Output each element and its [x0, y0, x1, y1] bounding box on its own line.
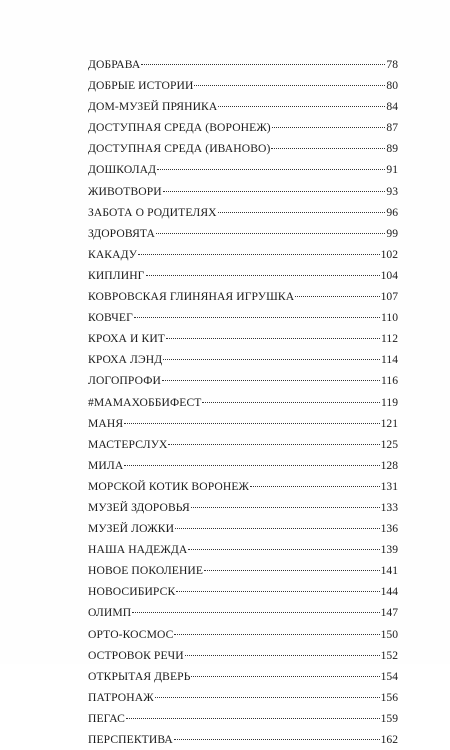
toc-entry	[88, 370, 398, 391]
toc-dot-leader	[295, 295, 379, 297]
toc-dot-leader	[124, 422, 379, 424]
toc-entry-page-number: 110	[381, 311, 398, 325]
toc-dot-leader	[162, 379, 380, 381]
toc-entry	[88, 223, 398, 244]
toc-entry	[88, 328, 398, 349]
toc-entry-title: ОСТРОВОК РЕЧИ	[88, 648, 184, 662]
toc-entry	[88, 265, 398, 286]
toc-entry-title: МИЛА	[88, 458, 124, 472]
toc-entry-title: ОРТО-КОСМОС	[88, 627, 174, 641]
toc-dot-leader	[155, 696, 380, 698]
toc-entry	[88, 117, 398, 138]
toc-entry	[88, 181, 398, 202]
toc-dot-leader	[218, 211, 386, 213]
toc-entry-page-number: 154	[380, 669, 398, 683]
toc-dot-leader	[174, 738, 380, 740]
toc-entry-page-number: 128	[380, 458, 398, 472]
toc-entry	[88, 307, 398, 328]
toc-entry	[88, 729, 398, 750]
toc-entry	[88, 96, 398, 117]
toc-entry-page-number: 91	[386, 163, 398, 177]
toc-entry-page-number: 144	[380, 585, 398, 599]
toc-entry-title: ДОСТУПНАЯ СРЕДА (ИВАНОВО)	[88, 142, 271, 156]
toc-entry	[88, 581, 398, 602]
toc-entry-page-number: 119	[381, 395, 398, 409]
toc-entry-title: ДОШКОЛАД	[88, 163, 157, 177]
toc-entry-title: ПАТРОНАЖ	[88, 690, 154, 704]
toc-dot-leader	[176, 590, 379, 592]
toc-dot-leader	[132, 611, 379, 613]
toc-entry-title: КРОХА И КИТ	[88, 332, 165, 346]
toc-dot-leader	[202, 401, 380, 403]
toc-entry	[88, 645, 398, 666]
toc-entry-page-number: 99	[386, 226, 398, 240]
toc-entry-title: ЗАБОТА О РОДИТЕЛЯХ	[88, 205, 217, 219]
toc-entry-page-number: 150	[380, 627, 398, 641]
toc-entry	[88, 624, 398, 645]
toc-entry-title: НАША НАДЕЖДА	[88, 543, 188, 557]
toc-entry-page-number: 159	[380, 711, 398, 725]
toc-entry	[88, 349, 398, 370]
toc-entry	[88, 413, 398, 434]
toc-entry	[88, 602, 398, 623]
toc-entry-page-number: 80	[386, 79, 398, 93]
toc-entry-page-number: 104	[380, 268, 398, 282]
toc-entry-title: МУЗЕЙ ЗДОРОВЬЯ	[88, 500, 190, 514]
toc-dot-leader	[146, 274, 380, 276]
toc-entry-title: ЗДОРОВЯТА	[88, 226, 156, 240]
toc-entry-title: КИПЛИНГ	[88, 268, 145, 282]
toc-entry-page-number: 87	[386, 121, 398, 135]
toc-entry	[88, 687, 398, 708]
table-of-contents	[88, 54, 398, 750]
toc-entry	[88, 392, 398, 413]
toc-dot-leader	[272, 126, 386, 128]
toc-entry-page-number: 133	[380, 500, 398, 514]
toc-entry-title: ПЕРСПЕКТИВА	[88, 733, 173, 746]
toc-entry-page-number: 93	[386, 184, 398, 198]
toc-entry-title: НОВОСИБИРСК	[88, 585, 176, 599]
toc-entry-page-number: 147	[380, 606, 398, 620]
toc-entry	[88, 75, 398, 96]
toc-entry-title: ЖИВОТВОРИ	[88, 184, 162, 198]
toc-entry-title: ДОБРЫЕ ИСТОРИИ	[88, 79, 194, 93]
toc-dot-leader	[138, 253, 380, 255]
toc-entry-page-number: 152	[380, 648, 398, 662]
toc-entry	[88, 286, 398, 307]
toc-entry-page-number: 139	[380, 543, 398, 557]
toc-entry	[88, 159, 398, 180]
toc-entry-title: #МАМАХОББИФЕСТ	[88, 395, 202, 409]
toc-dot-leader	[141, 63, 385, 65]
toc-entry-title: ДОСТУПНАЯ СРЕДА (ВОРОНЕЖ)	[88, 121, 271, 135]
toc-entry-page-number: 141	[380, 564, 398, 578]
toc-entry-title: ОЛИМП	[88, 606, 132, 620]
toc-entry	[88, 434, 398, 455]
toc-entry-page-number: 96	[386, 205, 398, 219]
toc-dot-leader	[204, 569, 380, 571]
toc-dot-leader	[134, 316, 380, 318]
toc-entry-title: НОВОЕ ПОКОЛЕНИЕ	[88, 564, 204, 578]
toc-entry-page-number: 156	[380, 690, 398, 704]
toc-dot-leader	[168, 443, 379, 445]
toc-entry	[88, 202, 398, 223]
toc-entry	[88, 476, 398, 497]
toc-dot-leader	[191, 675, 379, 677]
toc-entry	[88, 518, 398, 539]
toc-entry-title: ЛОГОПРОФИ	[88, 374, 161, 388]
toc-dot-leader	[157, 168, 385, 170]
toc-dot-leader	[166, 337, 380, 339]
toc-entry-page-number: 116	[381, 374, 398, 388]
toc-dot-leader	[163, 190, 386, 192]
toc-entry	[88, 455, 398, 476]
toc-entry-page-number: 107	[380, 290, 398, 304]
toc-entry	[88, 244, 398, 265]
toc-entry	[88, 539, 398, 560]
toc-entry	[88, 138, 398, 159]
toc-dot-leader	[156, 232, 385, 234]
toc-dot-leader	[185, 654, 380, 656]
toc-entry-title: ПЕГАС	[88, 711, 125, 725]
toc-entry	[88, 54, 398, 75]
toc-entry-title: КОВЧЕГ	[88, 311, 133, 325]
toc-entry	[88, 666, 398, 687]
toc-entry-title: КОВРОВСКАЯ ГЛИНЯНАЯ ИГРУШКА	[88, 290, 295, 304]
toc-entry-page-number: 114	[381, 353, 398, 367]
toc-dot-leader	[188, 548, 379, 550]
toc-dot-leader	[194, 84, 385, 86]
toc-entry-title: КРОХА ЛЭНД	[88, 353, 163, 367]
toc-entry-title: МАНЯ	[88, 416, 124, 430]
toc-dot-leader	[218, 105, 385, 107]
toc-dot-leader	[126, 717, 380, 719]
toc-dot-leader	[271, 147, 385, 149]
toc-entry-title: КАКАДУ	[88, 247, 138, 261]
toc-entry-title: ДОМ-МУЗЕЙ ПРЯНИКА	[88, 100, 218, 114]
toc-dot-leader	[175, 527, 380, 529]
toc-entry	[88, 560, 398, 581]
toc-entry-page-number: 131	[380, 479, 398, 493]
toc-entry-page-number: 89	[386, 142, 398, 156]
toc-entry-page-number: 121	[380, 416, 398, 430]
toc-dot-leader	[191, 506, 380, 508]
toc-entry-page-number: 78	[386, 58, 398, 71]
toc-dot-leader	[163, 358, 380, 360]
toc-entry-page-number: 84	[386, 100, 398, 114]
toc-entry	[88, 497, 398, 518]
toc-entry-page-number: 136	[380, 522, 398, 536]
toc-entry	[88, 708, 398, 729]
toc-entry-title: ОТКРЫТАЯ ДВЕРЬ	[88, 669, 191, 683]
toc-entry-title: ДОБРАВА	[88, 58, 141, 71]
toc-dot-leader	[174, 633, 379, 635]
toc-entry-title: МОРСКОЙ КОТИК ВОРОНЕЖ	[88, 479, 250, 493]
toc-dot-leader	[250, 485, 380, 487]
toc-dot-leader	[124, 464, 379, 466]
toc-entry-page-number: 112	[381, 332, 398, 346]
toc-entry-title: МАСТЕРСЛУХ	[88, 437, 168, 451]
toc-entry-page-number: 102	[380, 247, 398, 261]
toc-entry-page-number: 125	[380, 437, 398, 451]
toc-entry-title: МУЗЕЙ ЛОЖКИ	[88, 522, 175, 536]
toc-entry-page-number: 162	[380, 733, 398, 746]
